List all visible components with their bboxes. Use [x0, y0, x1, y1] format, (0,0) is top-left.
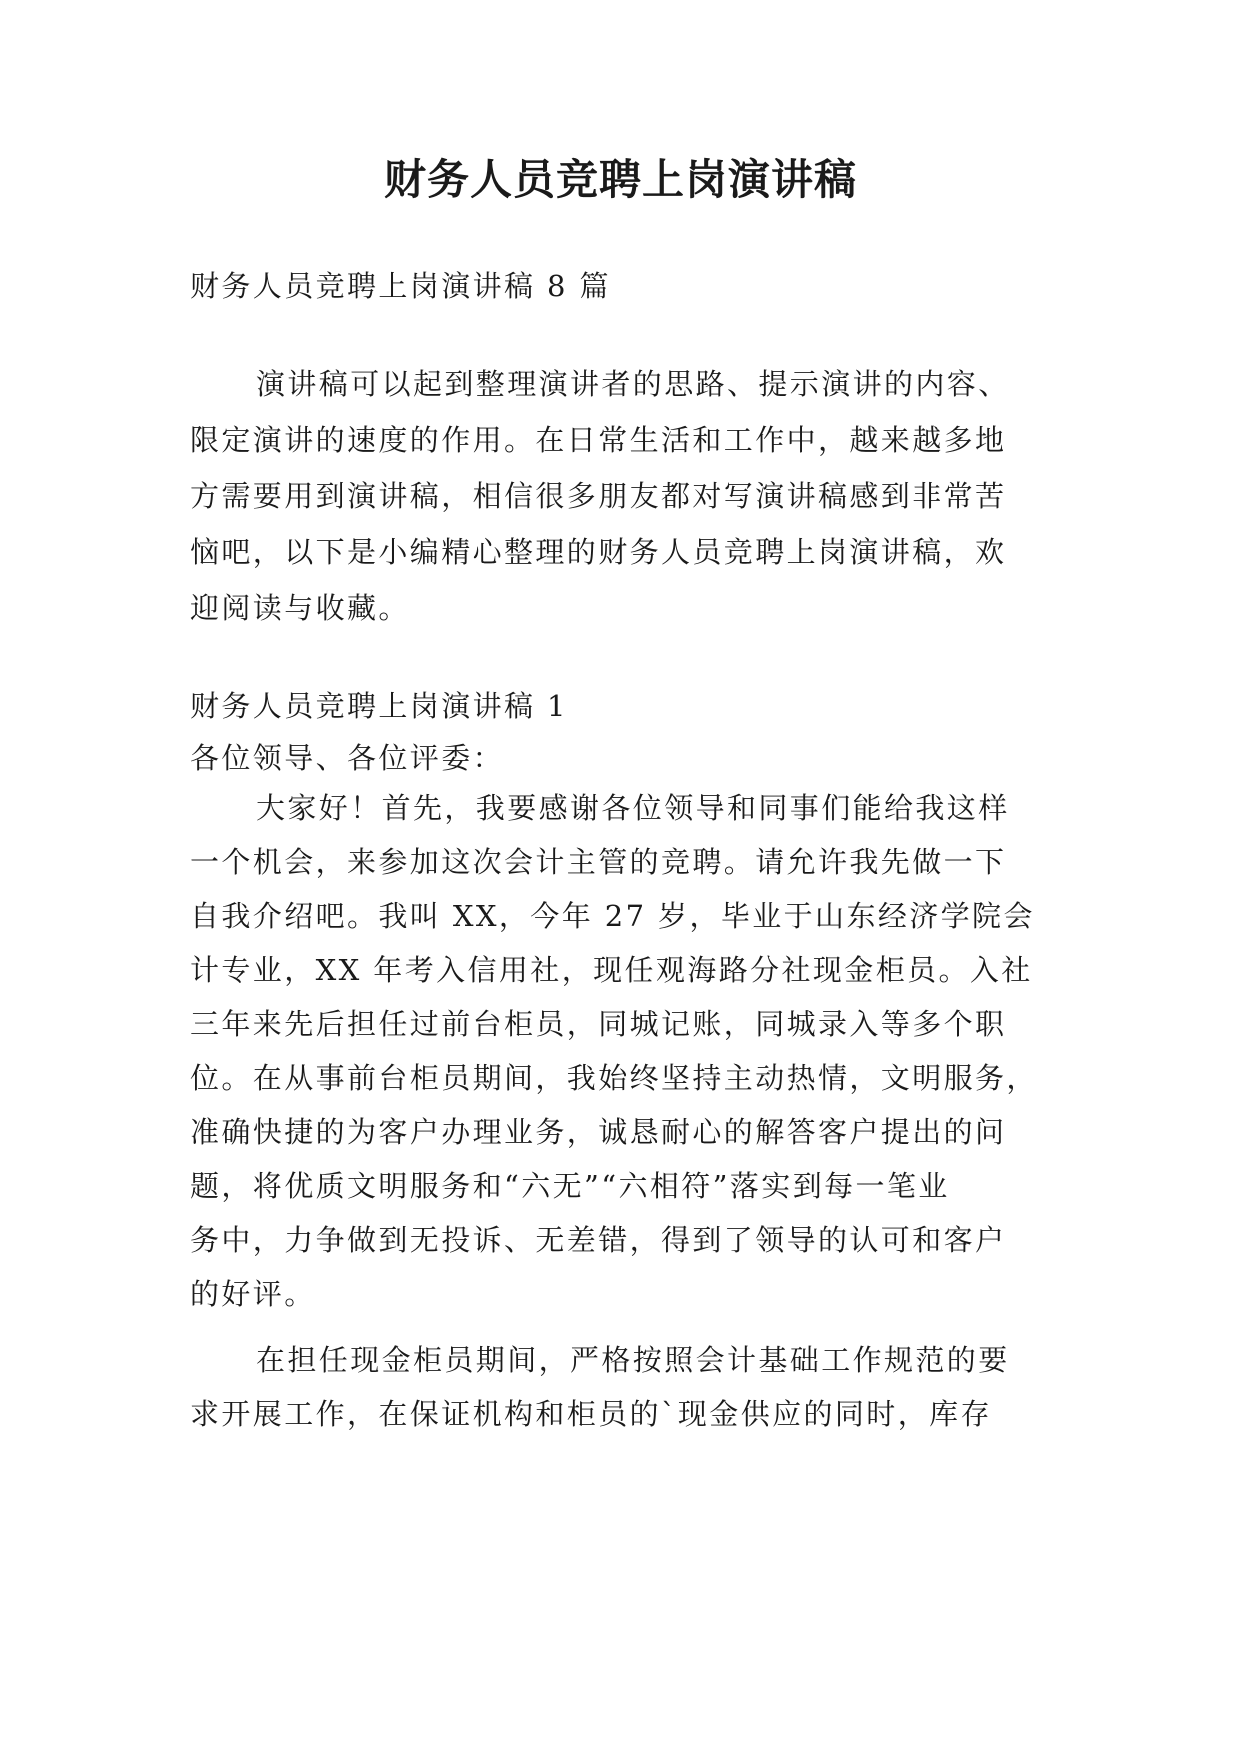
intro-line: 演讲稿可以起到整理演讲者的思路、提示演讲的内容、: [256, 367, 1010, 401]
intro-line: 恼吧，以下是小编精心整理的财务人员竞聘上岗演讲稿，欢: [190, 535, 1007, 569]
paragraph-line: 在担任现金柜员期间，严格按照会计基础工作规范的要: [256, 1343, 1010, 1377]
paragraph-line: 一个机会，来参加这次会计主管的竞聘。请允许我先做一下: [190, 845, 1007, 879]
paragraph-line: 务中，力争做到无投诉、无差错，得到了领导的认可和客户: [190, 1223, 1007, 1257]
paragraph-line: 的好评。: [190, 1277, 316, 1311]
greeting: 各位领导、各位评委：: [190, 741, 505, 775]
paragraph-line: 大家好！首先，我要感谢各位领导和同事们能给我这样: [256, 791, 1010, 825]
paragraph-line: 自我介绍吧。我叫 XX，今年 27 岁，毕业于山东经济学院会: [190, 899, 1035, 933]
paragraph-line: 计专业，XX 年考入信用社，现任观海路分社现金柜员。入社: [190, 953, 1033, 987]
document-subtitle: 财务人员竞聘上岗演讲稿 8 篇: [190, 269, 611, 303]
intro-line: 限定演讲的速度的作用。在日常生活和工作中，越来越多地: [190, 423, 1007, 457]
intro-line: 迎阅读与收藏。: [190, 591, 410, 625]
paragraph-line: 准确快捷的为客户办理业务，诚恳耐心的解答客户提出的问: [190, 1115, 1007, 1149]
section-heading: 财务人员竞聘上岗演讲稿 1: [190, 689, 568, 723]
intro-line: 方需要用到演讲稿，相信很多朋友都对写演讲稿感到非常苦: [190, 479, 1007, 513]
paragraph-line: 三年来先后担任过前台柜员，同城记账，同城录入等多个职: [190, 1007, 1007, 1041]
paragraph-line: 求开展工作，在保证机构和柜员的`现金供应的同时，库存: [190, 1397, 992, 1431]
paragraph-line: 题，将优质文明服务和“六无”“六相符”落实到每一笔业: [190, 1169, 950, 1203]
paragraph-line: 位。在从事前台柜员期间，我始终坚持主动热情，文明服务，: [190, 1061, 1038, 1095]
document-title: 财务人员竞聘上岗演讲稿: [383, 155, 857, 204]
